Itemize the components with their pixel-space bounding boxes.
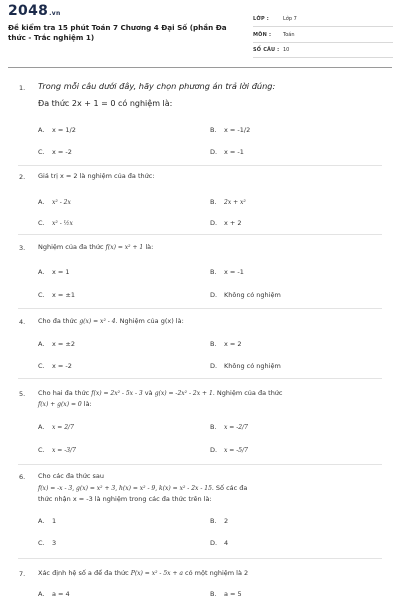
question-divider <box>18 464 382 465</box>
question-divider <box>18 378 382 379</box>
option-a[interactable] <box>38 517 56 525</box>
question-intro: Trong mỗi câu dưới đây, hãy chọn phương án trả lời đúng: <box>38 81 276 91</box>
option-label: B. <box>210 590 217 598</box>
option-text: x = 1/2 <box>52 126 76 134</box>
question-text-line-3: thức nhận x = -3 là nghiệm trong các đa thức trên là: <box>38 495 212 503</box>
option-text: x + 2 <box>224 219 242 227</box>
text-fragment: Số các đa <box>213 484 248 492</box>
option-label: D. <box>210 362 218 370</box>
option-d[interactable] <box>210 539 228 547</box>
option-a[interactable] <box>38 590 70 598</box>
option-text: 4 <box>224 539 229 547</box>
meta-question-count <box>253 43 393 58</box>
option-c[interactable] <box>38 362 72 370</box>
option-text: x² - ½x <box>52 220 73 227</box>
meta-key: LỚP : <box>253 16 269 22</box>
question-number: 1. <box>19 84 26 92</box>
option-c[interactable] <box>38 219 73 227</box>
option-d[interactable] <box>210 446 248 454</box>
meta-value: Lớp 7 <box>283 16 297 22</box>
question-number: 6. <box>19 473 26 481</box>
document-title: Đề kiểm tra 15 phút Toán 7 Chương 4 Đại Số (phần Đa thức - Trắc nghiệm 1) <box>8 23 227 42</box>
logo-suffix: .vn <box>49 10 61 17</box>
question-number: 4. <box>19 318 26 326</box>
text-fragment: Cho hai đa thức <box>38 389 92 397</box>
text-fragment: Nghiệm của đa thức <box>38 243 106 251</box>
option-label: C. <box>38 291 45 299</box>
text-fragment: là: <box>143 243 154 251</box>
option-d[interactable] <box>210 219 242 227</box>
option-label: A. <box>38 340 45 348</box>
text-fragment: . Nghiệm của đa thức <box>212 389 283 397</box>
option-b[interactable] <box>210 423 248 431</box>
option-label: D. <box>210 539 218 547</box>
option-b[interactable] <box>210 268 244 276</box>
meta-value: Toán <box>283 32 295 38</box>
question-number: 3. <box>19 244 26 252</box>
option-text: 2x + x² <box>224 199 246 206</box>
option-a[interactable] <box>38 423 74 431</box>
option-d[interactable] <box>210 362 281 370</box>
option-label: D. <box>210 446 218 454</box>
math-expression: f(x) + g(x) = 0 <box>38 401 82 408</box>
option-text: x = -1/2 <box>224 126 251 134</box>
option-b[interactable] <box>210 590 242 598</box>
option-text: x = ±2 <box>52 340 76 348</box>
option-label: A. <box>38 423 45 431</box>
option-b[interactable] <box>210 517 228 525</box>
option-text: 3 <box>52 539 57 547</box>
option-label: A. <box>38 268 45 276</box>
question-text <box>38 241 383 254</box>
meta-class <box>253 12 393 27</box>
site-logo[interactable] <box>8 3 61 19</box>
option-text: Không có nghiệm <box>224 291 281 299</box>
question-number: 7. <box>19 570 26 578</box>
option-text: 1 <box>52 517 57 525</box>
option-text: Không có nghiệm <box>224 362 281 370</box>
meta-subject <box>253 28 393 43</box>
option-text: x = -2 <box>52 148 72 156</box>
question-divider <box>18 308 382 309</box>
option-label: A. <box>38 198 45 206</box>
option-text: x = -5/7 <box>224 447 248 454</box>
question-text <box>38 567 383 580</box>
option-text: x = 1 <box>52 268 70 276</box>
math-expression: f(x) = 2x² - 5x - 3 <box>91 390 143 397</box>
text-fragment: có một nghiệm là 2 <box>182 569 249 577</box>
option-a[interactable] <box>38 340 75 348</box>
math-expression: P(x) = x² - 5x + a <box>130 570 183 577</box>
header-divider <box>8 67 392 68</box>
question-text-line-1: Cho các đa thức sau <box>38 472 104 480</box>
logo-text: 2048 <box>8 3 49 19</box>
option-label: B. <box>210 423 217 431</box>
option-text: 2 <box>224 517 229 525</box>
question-number: 2. <box>19 173 26 181</box>
option-text: x = -3/7 <box>52 447 76 454</box>
option-label: C. <box>38 219 45 227</box>
option-c[interactable] <box>38 291 75 299</box>
text-fragment: . Nghiệm của g(x) là: <box>115 317 184 325</box>
option-label: B. <box>210 126 217 134</box>
question-text: Đa thức 2x + 1 = 0 có nghiệm là: <box>38 99 173 108</box>
question-divider <box>18 558 382 559</box>
option-text: x = -1 <box>224 148 244 156</box>
option-label: A. <box>38 517 45 525</box>
option-c[interactable] <box>38 446 76 454</box>
option-label: D. <box>210 291 218 299</box>
option-label: A. <box>38 126 45 134</box>
meta-key: MÔN : <box>253 32 272 38</box>
option-text: x = ±1 <box>52 291 76 299</box>
option-label: C. <box>38 362 45 370</box>
option-b[interactable] <box>210 198 246 206</box>
option-c[interactable] <box>38 148 72 156</box>
option-text: a = 4 <box>52 590 70 598</box>
option-a[interactable] <box>38 198 71 206</box>
question-text <box>38 315 383 328</box>
option-a[interactable] <box>38 268 70 276</box>
option-d[interactable] <box>210 291 281 299</box>
option-label: B. <box>210 198 217 206</box>
option-label: C. <box>38 148 45 156</box>
option-text: x² - 2x <box>52 199 71 206</box>
text-fragment: Xác định hệ số a để đa thức <box>38 569 131 577</box>
question-text-line-2 <box>38 398 383 411</box>
option-text: a = 5 <box>224 590 242 598</box>
option-label: D. <box>210 219 218 227</box>
option-a[interactable] <box>38 126 76 134</box>
question-text: Giá trị x = 2 là nghiệm của đa thức: <box>38 172 155 180</box>
option-label: A. <box>38 590 45 598</box>
header <box>0 0 400 62</box>
question-divider <box>18 165 382 166</box>
option-label: B. <box>210 517 217 525</box>
option-text: x = -2 <box>52 362 72 370</box>
text-fragment: và <box>142 389 155 397</box>
option-text: x = 2 <box>224 340 242 348</box>
question-number: 5. <box>19 390 26 398</box>
option-text: x = 2/7 <box>52 424 74 431</box>
option-text: x = -1 <box>224 268 244 276</box>
question-divider <box>18 234 382 235</box>
text-fragment: là: <box>81 400 92 408</box>
math-expression: g(x) = -2x² - 2x + 1 <box>154 390 213 397</box>
math-expression: f(x) = -x - 3, g(x) = x² + 3, h(x) = x² - 9, k(x) = x² - 2x - 15. <box>38 485 214 492</box>
meta-key: SỐ CÂU : <box>253 47 280 53</box>
math-expression: f(x) = x² + 1 <box>105 244 144 251</box>
option-label: C. <box>38 539 45 547</box>
option-text: x = -2/7 <box>224 424 248 431</box>
option-label: D. <box>210 148 218 156</box>
option-b[interactable] <box>210 340 242 348</box>
option-label: C. <box>38 446 45 454</box>
option-c[interactable] <box>38 539 56 547</box>
meta-value: 10 <box>283 47 290 53</box>
text-fragment: Cho đa thức <box>38 317 80 325</box>
option-label: B. <box>210 268 217 276</box>
option-d[interactable] <box>210 148 244 156</box>
math-expression: g(x) = x² - 4 <box>79 318 116 325</box>
option-label: B. <box>210 340 217 348</box>
option-b[interactable] <box>210 126 250 134</box>
